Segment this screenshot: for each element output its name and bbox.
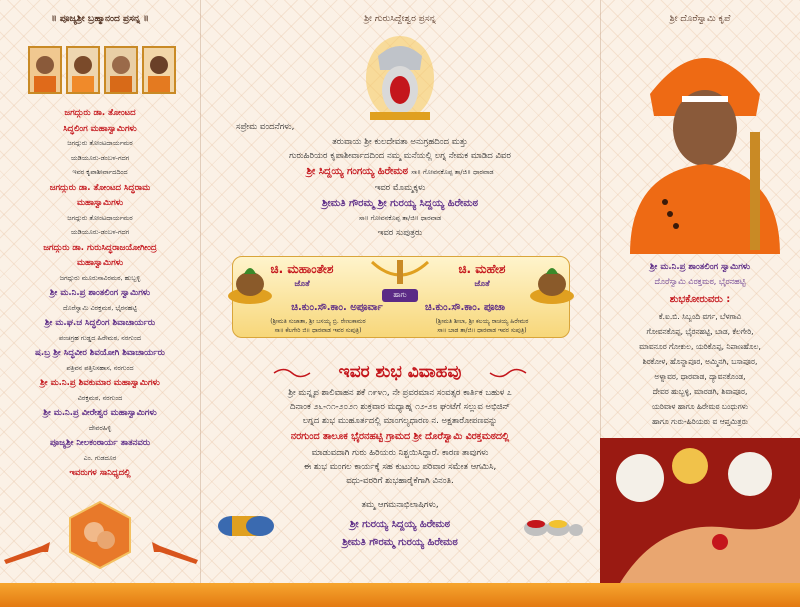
guru-name-line: ಸಿದ್ಧಲಿಂಗ ಮಹಾಸ್ವಾಮಿಗಳು: [63, 123, 137, 134]
guru-portrait: [66, 46, 100, 94]
trumpet-icon: [150, 538, 200, 568]
deity-image: [364, 30, 436, 122]
guru-math-line: ದೊರೆಸ್ವಾಮಿ ವಿರಕ್ತಮಠ, ಭೈರನಹಟ್ಟಿ: [62, 303, 137, 312]
bride-place: ಸಾ॥ ಕೆಲಗೇರಿ ಜಿ॥ ಧಾರವಾಡ ಇವರ ಸುಪುತ್ರಿ): [274, 327, 362, 334]
swamiji-portrait: [620, 32, 790, 254]
guru-math-line: ಯಡಿಯೂರು-ಡಂಬಳ-ಗದಗ: [70, 228, 130, 236]
request-line: ಈ ಶುಭ ಮಂಗಲ ಕಾರ್ಯಕ್ಕೆ ಸಹ ಕುಟುಂಬ ಪರಿವಾರ ಸಮೇತ ಆಗಮಿಸಿ,: [303, 462, 497, 472]
groom-with: ಜೊತೆ: [474, 279, 490, 288]
couple-place: ಸಾ॥ ಗೋವನಕೊಪ್ಪ ತಾ/ಜಿ॥ ಧಾರವಾಡ: [358, 214, 442, 222]
left-panel: [0, 0, 200, 583]
guru-math-line: ಪತ್ರಿವನ ಪತ್ತಿನಿಸಹಾಸ, ನರಗುಂದ: [66, 363, 134, 372]
guru-math-line: ವಿರಕ್ತಮಠ, ನರಗುಂದ: [77, 393, 123, 402]
guru-name-line: ಶ್ರೀ ಮ.ನಿ.ಪ್ರ ಶಿವಕುಮಾರ ಮಹಾಸ್ವಾಮಿಗಳು: [40, 378, 160, 388]
greeting: ಸಪ್ರೇಮ ವಂದನೆಗಳು,: [236, 122, 295, 132]
bride-parents: (ಶ್ರೀಮತಿ ಸುಜಾತಾ, ಶ್ರೀ ಬಸಯ್ಯ ಬ್ರಿ. ರೇಣುಕಾಮಠ: [270, 318, 366, 325]
host-place: ಸಾ॥ ಗೋವನಕೊಪ್ಪ ತಾ/ಜಿ॥ ಧಾರವಾಡ: [411, 168, 494, 176]
wisher-line: ಹಾಗೂ ಗುರು-ಹಿರಿಯರು ವ ಆಪ್ತಮಿತ್ರರು: [652, 417, 748, 426]
signatory: ಶ್ರೀ ಗುರಯ್ಯ ಸಿದ್ದಯ್ಯ ಹಿರೇಮಠ: [349, 519, 451, 530]
bride-name: ಚಿ.ಕುಂ.ಸೌ.ಕಾಂ. ಅಪೂರ್ವಾ: [291, 302, 383, 313]
guru-name-line: ಶ್ರೀ ಮ.ಘ.ಚ ಸಿದ್ಧಲಿಂಗ ಶಿವಾಚಾರ್ಯರು: [44, 318, 156, 328]
wisher-line: ಮಾವನೂರ ಗೋಕುಲ, ಯರಿಕೊಪ್ಪ, ನಿಪಾಣಹೊಲ,: [639, 342, 761, 351]
left-header: ॥ ಪೂಜ್ಯಶ್ರೀ ಬ್ರಹ್ಮಾನಂದ ಪ್ರಸನ್ನ ॥: [51, 14, 149, 24]
guru-name-line: ಶ್ರೀ ಮ.ನಿ.ಪ್ರ ಶಾಂತಲಿಂಗ ಸ್ವಾಮಿಗಳು: [49, 288, 151, 298]
right-header: ಶ್ರೀ ದೊರೆಸ್ವಾಮಿ ಕೃಪೆ: [669, 14, 731, 24]
guru-portrait: [104, 46, 138, 94]
and-badge: ಹಾಗು: [382, 289, 418, 302]
sign-label: ತಮ್ಮ ಆಗಮನಾಭಿಲಾಷಿಗಳು,: [361, 500, 439, 510]
guru-place: ದೊರೆಸ್ವಾಮಿ ವಿರಕ್ತಮಠ, ಭೈರನಹಟ್ಟಿ: [654, 277, 746, 286]
guru-portrait: [142, 46, 176, 94]
guru-name-line: ಜಗದ್ಗುರು ಡಾ. ತೋಂಟದ ಸಿದ್ಧರಾಮ: [49, 182, 151, 193]
guru-math-line: ದೇವರಹಿಳ್ಳಿ: [88, 423, 112, 432]
wisher-line: ಶಿರಕೋಳ, ಹೊನ್ನಾಪೂರ, ಅಮ್ಮಿನಗಿ, ಬಸಾಪೂರ,: [642, 357, 758, 366]
guru-math-line: ಇವರ ಕೃಪಾಶೀರ್ವಾದದಿಂದ: [72, 168, 128, 176]
guru-name-line: ಮಹಾಸ್ವಾಮಿಗಳು: [76, 258, 124, 268]
guru-name-line: ಜಗದ್ಗುರು ಡಾ. ತೋಂಟದ: [64, 108, 136, 118]
bride-name: ಚಿ.ಕುಂ.ಸೌ.ಕಾಂ. ಪೂಜಾ: [424, 302, 506, 313]
venue: ನರಗುಂದ ತಾಲೂಕ ಭೈರನಹಟ್ಟಿ ಗ್ರಾಮದ ಶ್ರೀ ದೊರೆಸ್ವಾಮಿ ವಿರಕ್ತಮಠದಲ್ಲಿ: [290, 431, 510, 442]
couple-name: ಶ್ರೀಮತಿ ಗೌರಮ್ಮ ಶ್ರೀ ಗುರಯ್ಯ ಸಿದ್ದಯ್ಯ ಹಿರೇಮಠ: [321, 198, 479, 209]
wisher-line: ದೇವರ ಹುಬ್ಬಳ್ಳಿ, ಮಾರಡಗಿ, ಶಿವಾಪೂರ,: [652, 387, 748, 396]
coconut-plate-icon: [528, 262, 576, 306]
guru-math-line: ಜಗದ್ಗುರು ತೋಂಟದಾರ್ಯಮಠ: [67, 213, 133, 222]
groom-name: ಚಿ. ಮಹಾಂತೇಶ: [270, 262, 334, 276]
guru-math-line: ಯಡಿಯೂರು-ಡಂಬಳ-ಗದಗ: [70, 153, 130, 162]
wedding-hands-hexagon: [68, 500, 132, 570]
bride-place: ಸಾ॥ ಬಾಡ ತಾ/ಜಿ॥ ಧಾರವಾಡ ಇವರ ಸುಪುತ್ರಿ): [437, 327, 527, 334]
grandchildren-label: ಇವರ ಮೊಮ್ಮಕ್ಕಳು: [374, 183, 426, 193]
guru-name-line: ಇವರುಗಳ ಸಾನಿಧ್ಯದಲ್ಲಿ: [69, 468, 131, 478]
wedding-hands-image: [600, 438, 800, 583]
kumkum-bowls-icon: [522, 510, 584, 540]
detail-line: ದಿನಾಂಕ ೨೬-೧೧-೨೦೨೧ ಶುಕ್ರವಾರ ಮಧ್ಯಾಹ್ನ ೧೨-೨೮ ಘಂಟೆಗೆ ಸಲ್ಲುವ ಅಭಿಜಿನ್: [289, 402, 511, 412]
bottom-border: [0, 583, 800, 607]
wedding-title: ಇವರ ಶುಭ ವಿವಾಹವು: [338, 362, 462, 382]
guru-name: ಶ್ರೀ ಮ.ನಿ.ಪ್ರ ಶಾಂತಲಿಂಗ ಸ್ವಾಮಿಗಳು: [649, 262, 751, 272]
bride-parents: (ಶ್ರೀಮತಿ ಶೀಲಾ, ಶ್ರೀ ಕಲಯ್ಯ ರಾಚಯ್ಯ ಹಿರೇಮಠ: [435, 318, 529, 325]
request-line: ಮಾಡುವದಾಗಿ ಗುರು ಹಿರಿಯರು ನಿಶ್ಚಯಿಸಿದ್ದಾರೆ. ಕಾರಣ ತಾವುಗಳು: [311, 448, 489, 458]
host-line: [200, 166, 600, 177]
guru-math-line: ಎಂ. ಗುಡದೂರ: [83, 453, 117, 462]
wisher-line: ಕೆ.ಐ.ಬಿ. ಸಿಬ್ಬಂದಿ ವರ್ಗ, ಬೆಳಗಾವಿ: [658, 312, 742, 321]
signatory: ಶ್ರೀಮತಿ ಗೌರಮ್ಮ ಗುರಯ್ಯ ಹಿರೇಮಠ: [342, 537, 458, 548]
groom-name: ಚಿ. ಮಹೇಶ: [458, 262, 506, 276]
groom-with: ಜೊತೆ: [294, 279, 310, 288]
host-name: ಶ್ರೀ ಸಿದ್ದಯ್ಯ ಗಂಗಯ್ಯ ಹಿರೇಮಠ: [306, 166, 409, 177]
wisher-line: ಅಳ್ನಾವರ, ಧಾರವಾಡ, ದ್ಯಾವನಕೊಂಡ,: [654, 372, 746, 381]
guru-name-line: ಮಹಾಸ್ವಾಮಿಗಳು: [76, 198, 124, 208]
intro-line: ತರುವಾಯ ಶ್ರೀ ಕುಲದೇವತಾ ಅನುಗ್ರಹದಿಂದ ಮತ್ತು: [332, 137, 468, 147]
trumpet-icon: [2, 538, 52, 568]
detail-line: ಲಗ್ನದ ಶುಭ ಮುಹೂರ್ತದಲ್ಲಿ ಮಾಂಗಲ್ಯಧಾರಣ ನ. ಅಕ್ಷತಾರೋಪಣವನ್ನು: [302, 416, 498, 426]
guru-math-line: ಪಂಚಗ್ರಹ ಗುಡ್ಡದ ಹಿರೇಮಠ, ನರಗುಂದ: [58, 333, 142, 342]
kalasha-garland-icon: [368, 258, 432, 292]
guru-name-line: ಪೂಜ್ಯಶ್ರೀ ನೀಲಕಂಠಾರ್ಯ ತಾತನವರು: [49, 438, 151, 448]
wishers-title: ಶುಭಕೋರುವರು :: [669, 294, 731, 305]
guru-math-line: ಜಗದ್ಗುರು ತೋಂಟದಾರ್ಯಮಠ: [67, 139, 133, 147]
request-line: ವಧು-ವರರಿಗೆ ಶುಭಹಾರೈಕೆಗಾಗಿ ವಿನಂತಿ.: [346, 476, 454, 486]
wisher-line: ಗೋವನಕೊಪ್ಪ, ಭೈರನಹಟ್ಟಿ, ಬಾಡ, ಕೆಲಗೇರಿ,: [646, 327, 754, 336]
guru-name-line: ಜಗದ್ಗುರು ಡಾ. ಗುರುಸಿದ್ಧರಾಜಯೋಗೀಂದ್ರ: [43, 242, 157, 253]
right-panel: [600, 0, 800, 583]
wisher-line: ಯರಿವಾಳ ಹಾಗೂ ಹಿರೇಮಠ ಬಂಧುಗಳು: [651, 402, 749, 411]
son-label: ಇವರ ಸುಪುತ್ರರು: [377, 228, 423, 238]
guru-name-line: ಶ್ರೀ ಮ.ನಿ.ಪ್ರ ವೀರೇಶ್ವರ ಮಹಾಸ್ವಾಮಿಗಳು: [43, 408, 157, 418]
guru-math-line: ಜಗದ್ಗುರು ಮೂರುಸಾವಿರಮಠ, ಹುಬ್ಬಳ್ಳಿ: [59, 273, 141, 282]
detail-line: ಶ್ರೀ ಮನ್ನೃಪ ಶಾಲಿವಾಹನ ಶಕೆ ೧೯೪೧, ನೇ ಪ್ರವರಮಾನ ಸಂವತ್ಸರ ಕಾರ್ತಿಕ ಬಹುಳ ೭: [288, 388, 512, 398]
guru-name-line: ಷ.ಬ್ರ ಶ್ರೀ ಸಿದ್ಧವೀರ ಶಿವಯೋಗಿ ಶಿವಾಚಾರ್ಯರು: [35, 348, 165, 358]
intro-line: ಗುರುಹಿರಿಯರ ಕೃಪಾಶೀರ್ವಾದದಿಂದ ನಮ್ಮ ಮನೆಯಲ್ಲಿ ಲಗ್ನ ನೇಮಕ ಮಾಡಿದ ವಿವರ: [289, 151, 511, 161]
guru-portrait: [28, 46, 62, 94]
middle-header: ಶ್ರೀ ಗುರುಸಿದ್ದೇಶ್ವರ ಪ್ರಸನ್ನ: [364, 14, 436, 24]
drum-icon: [214, 504, 278, 546]
